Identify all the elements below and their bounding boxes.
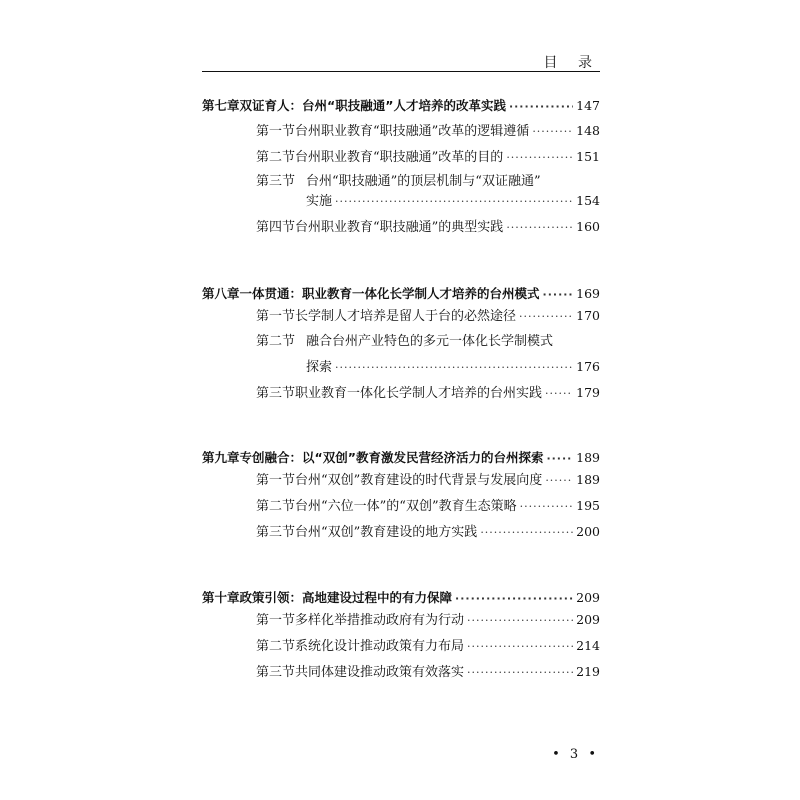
toc-section-9-2[interactable] [256,496,600,516]
page-number: 209 [576,612,600,627]
section-title: 多样化举措推动政府有为行动 [295,613,465,628]
chapter-title: 政策引领：高地建设过程中的有力保障 [239,590,453,605]
leader-dots [467,663,573,683]
leader-dots [519,307,573,327]
page-number: 189 [576,450,600,465]
section-title: 台州职业教育“职技融通”改革的逻辑遵循 [295,124,530,139]
leader-dots [545,471,573,491]
leader-dots [335,358,573,378]
toc-chapter-8[interactable] [202,284,600,304]
leader-dots [532,122,573,142]
toc-section-7-2[interactable] [256,147,600,167]
section-label: 第三节 [256,665,296,680]
section-title: 职业教育一体化长学制人才培养的台州实践 [295,386,543,401]
toc-section-8-2-continued[interactable] [306,357,600,377]
page-number: 151 [576,149,600,164]
toc-section-10-3[interactable] [256,662,600,682]
section-label: 第一节 [256,124,296,139]
leader-dots [455,589,573,609]
section-title: 融合台州产业特色的多元一体化长学制模式 [306,334,554,349]
section-label: 第二节 [256,334,296,349]
page-number: 219 [576,664,600,679]
section-title: 长学制人才培养是留人于台的必然途径 [295,309,517,324]
page-number: 154 [576,193,600,208]
section-label: 第三节 [256,525,296,540]
leader-dots [546,449,573,469]
toc-chapter-7[interactable] [202,96,600,116]
page-number: 170 [576,308,600,323]
section-title: 共同体建设推动政策有效落实 [295,665,465,680]
leader-dots [480,523,573,543]
page-number: 169 [576,286,600,301]
toc-section-10-2[interactable] [256,636,600,656]
page-number: 160 [576,219,600,234]
chapter-title: 专创融合：以“双创”教育激发民营经济活力的台州探索 [239,450,544,465]
toc-section-7-4[interactable] [256,217,600,237]
page-number: 176 [576,359,600,374]
chapter-label: 第九章 [202,450,240,465]
page-number: 179 [576,385,600,400]
leader-dots [506,148,573,168]
section-label: 第一节 [256,309,296,324]
page-number: 195 [576,498,600,513]
chapter-title: 双证育人：台州“职技融通”人才培养的改革实践 [239,98,506,113]
leader-dots [509,97,573,117]
section-title: 台州职业教育“职技融通”的典型实践 [295,220,504,235]
section-label: 第三节 [256,174,296,189]
leader-dots [467,637,573,657]
section-title: 台州职业教育“职技融通”改革的目的 [295,150,504,165]
page-number: 209 [576,590,600,605]
folio-page-number: • 3 • [552,747,599,762]
toc-section-7-3[interactable] [256,172,600,192]
section-label: 第一节 [256,613,296,628]
leader-dots [543,285,574,305]
leader-dots [545,384,573,404]
chapter-label: 第七章 [202,98,240,113]
toc-chapter-10[interactable] [202,588,600,608]
page-number: 200 [576,524,600,539]
section-label: 第三节 [256,386,296,401]
section-title: 台州“六位一体”的“双创”教育生态策略 [295,499,517,514]
section-label: 第四节 [256,220,296,235]
section-title-continued: 实施 [306,194,333,209]
section-label: 第二节 [256,639,296,654]
page-number: 214 [576,638,600,653]
toc-section-7-1[interactable] [256,121,600,141]
page-number: 148 [576,123,600,138]
toc-section-9-3[interactable] [256,522,600,542]
page-number: 189 [576,472,600,487]
toc-chapter-9[interactable] [202,448,600,468]
section-title: 台州“职技融通”的顶层机制与“双证融通” [306,174,541,189]
section-label: 第二节 [256,499,296,514]
leader-dots [467,611,573,631]
toc-section-9-1[interactable] [256,470,600,490]
section-title: 系统化设计推动政策有力布局 [295,639,465,654]
section-title: 台州“双创”教育建设的地方实践 [295,525,478,540]
running-header-title: 目 录 [543,55,600,71]
page-number: 147 [576,98,600,113]
toc-section-8-1[interactable] [256,306,600,326]
section-label: 第一节 [256,473,296,488]
section-label: 第二节 [256,150,296,165]
leader-dots [520,497,574,517]
leader-dots [335,192,573,212]
chapter-title: 一体贯通：职业教育一体化长学制人才培养的台州模式 [239,286,540,301]
leader-dots [506,218,573,238]
chapter-label: 第八章 [202,286,240,301]
toc-section-8-2[interactable] [256,332,600,352]
toc-section-10-1[interactable] [256,610,600,630]
toc-section-7-3-continued[interactable] [306,191,600,211]
chapter-label: 第十章 [202,590,240,605]
section-title-continued: 探索 [306,360,333,375]
section-title: 台州“双创”教育建设的时代背景与发展向度 [295,473,543,488]
header-rule [202,71,600,72]
toc-section-8-3[interactable] [256,383,600,403]
